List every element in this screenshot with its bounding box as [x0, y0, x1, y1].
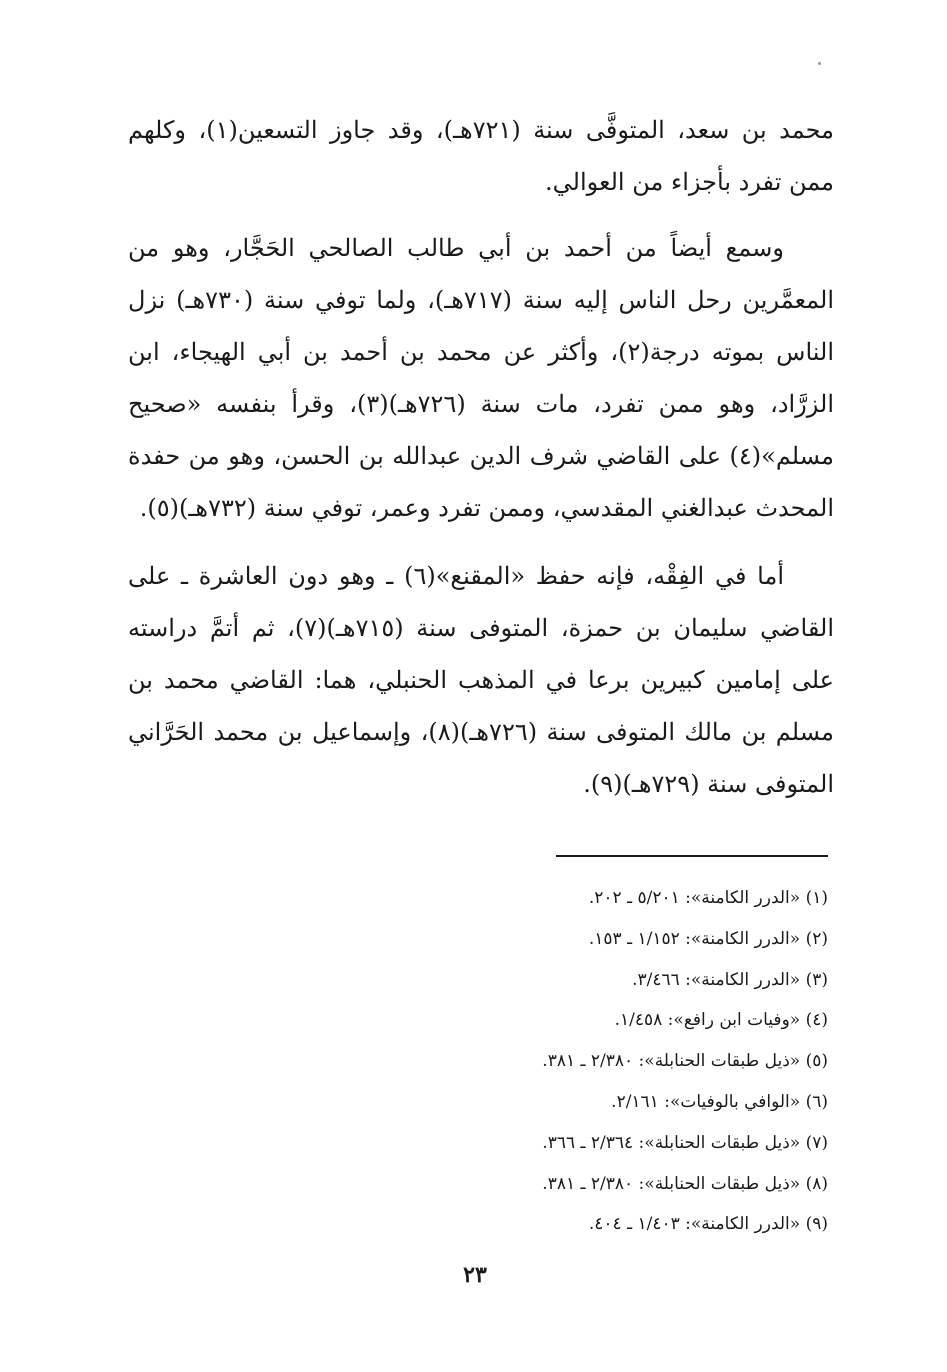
- footnote-9: (٩) «الدرر الكامنة»: ١/٤٠٣ ـ ٤٠٤.: [588, 1214, 828, 1235]
- footnote-8: (٨) «ذيل طبقات الحنابلة»: ٢/٣٨٠ ـ ٣٨١.: [542, 1173, 828, 1194]
- scan-speck: [818, 62, 821, 65]
- footnotes-list: [380, 878, 828, 1245]
- paragraph-2: وسمع أيضاً من أحمد بن أبي طالب الصالحي الحَجَّار، وهو من المعمَّرين رحل الناس إليه سنة (٧١٧هـ)، ولما توفي سنة (٧٣٠هـ) نزل الناس بموته درجة(٢)، وأكثر عن محمد بن أحمد بن أبي الهيجاء، ابن الزرَّاد، وهو ممن تفرد، مات سنة (٧٢٦هـ)(٣)، وقرأ بنفسه «صحيح مسلم»(٤) على القاضي شرف الدين عبدالله بن الحسن، وهو من حفدة المحدث عبدالغني المقدسي، وممن تفرد وعمر، توفي سنة (٧٣٢هـ)(٥).: [128, 234, 835, 522]
- body-text: [128, 104, 834, 810]
- paragraph-1: محمد بن سعد، المتوفَّى سنة (٧٢١هـ)، وقد جاوز التسعين(١)، وكلهم ممن تفرد بأجزاء من العوالي.: [128, 116, 835, 196]
- footnote-5: (٥) «ذيل طبقات الحنابلة»: ٢/٣٨٠ ـ ٣٨١.: [542, 1051, 828, 1072]
- footnote-1: (١) «الدرر الكامنة»: ٥/٢٠١ ـ ٢٠٢.: [588, 888, 828, 908]
- page-number: ٢٣: [463, 1262, 487, 1288]
- footnote-7: (٧) «ذيل طبقات الحنابلة»: ٢/٣٦٤ ـ ٣٦٦.: [542, 1132, 828, 1153]
- footnote-4: (٤) «وفيات ابن رافع»: ١/٤٥٨.: [614, 1010, 828, 1031]
- footnote-separator: [556, 855, 828, 857]
- footnote-6: (٦) «الوافي بالوفيات»: ٢/١٦١.: [611, 1091, 828, 1112]
- footnote-2: (٢) «الدرر الكامنة»: ١/١٥٢ ـ ١٥٣.: [588, 928, 828, 949]
- paragraph-3: أما في الفِقْه، فإنه حفظ «المقنع»(٦) ـ وهو دون العاشرة ـ على القاضي سليمان بن حمزة، المتوفى سنة (٧١٥هـ)(٧)، ثم أتمَّ دراسته على إمامين كبيرين برعا في المذهب الحنبلي، هما: القاضي محمد بن مسلم بن مالك المتوفى سنة (٧٢٦هـ)(٨)، وإسماعيل بن محمد الحَرَّاني المتوفى سنة (٧٢٩هـ)(٩).: [128, 562, 834, 798]
- footnote-3: (٣) «الدرر الكامنة»: ٣/٤٦٦.: [632, 969, 828, 990]
